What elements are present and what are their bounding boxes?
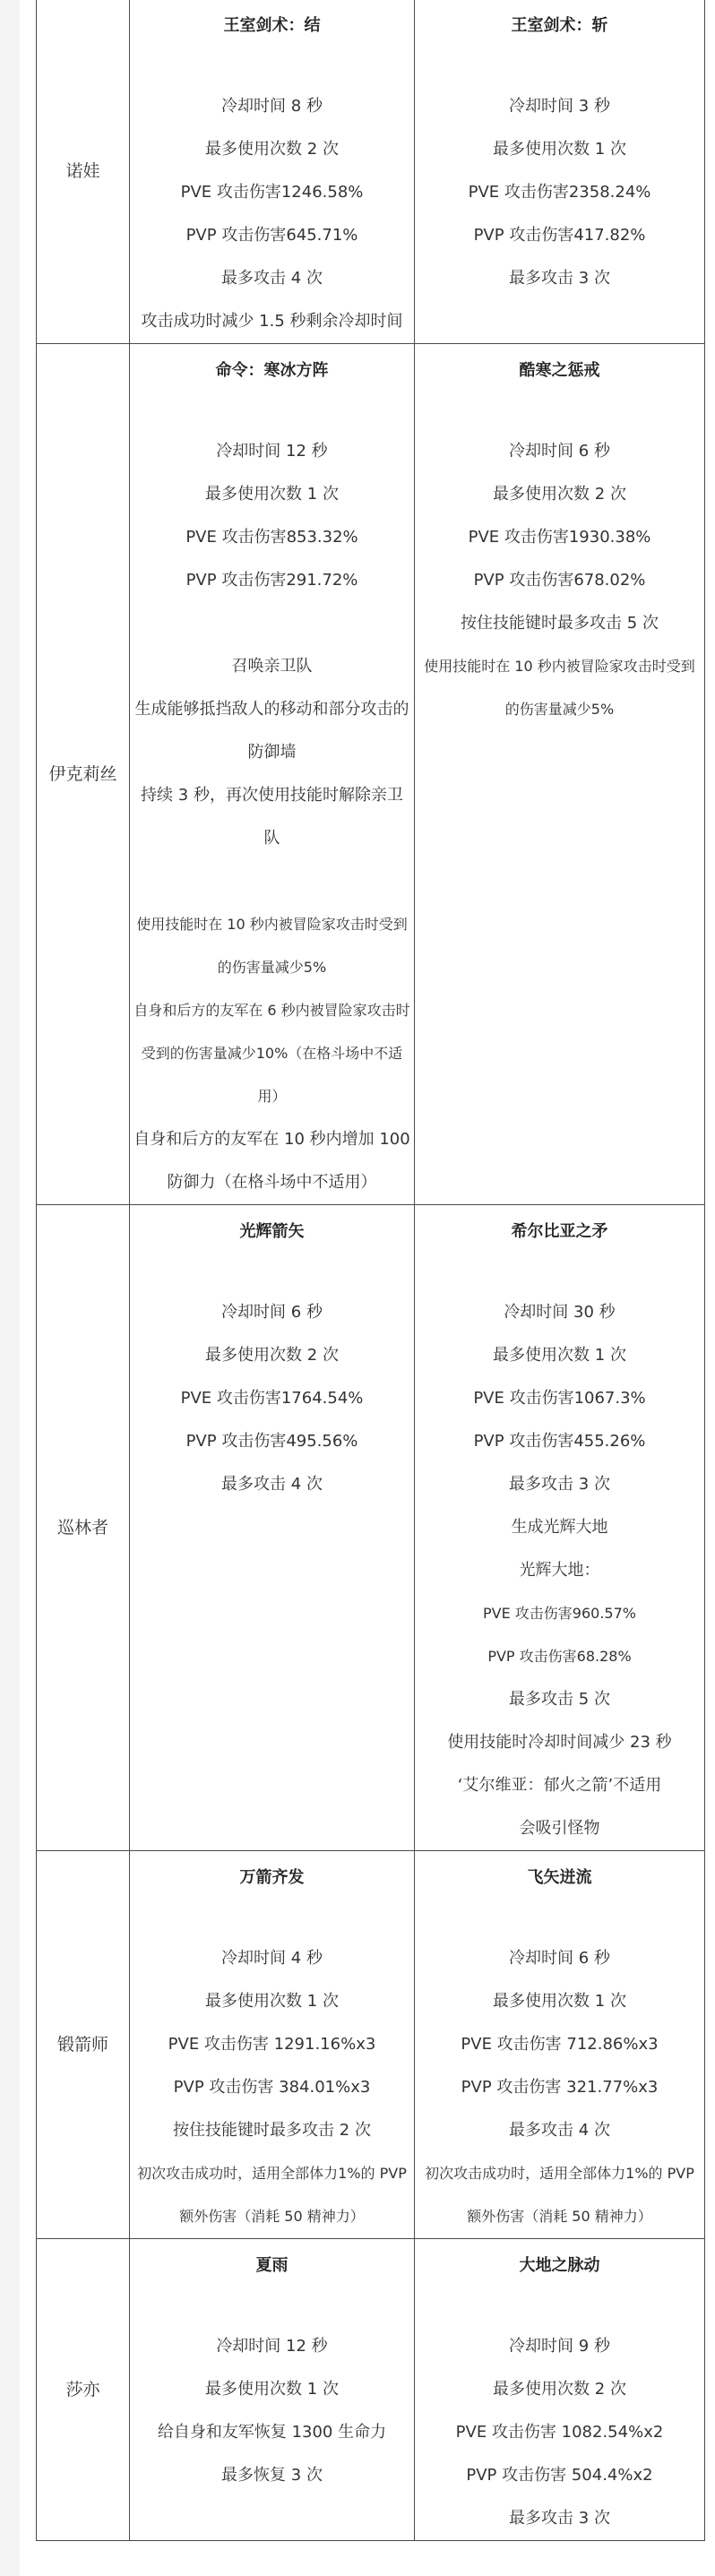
skill-detail-line: PVP 攻击伤害417.82% [473,226,646,245]
skill-cell [130,344,415,1205]
skill-table [36,0,705,2541]
spacer [418,392,701,430]
skill-detail-line: 冷却时间 6 秒 [221,1303,323,1322]
skill-detail-line: 冷却时间 12 秒 [216,2337,328,2356]
skill-detail-line: PVP 攻击伤害291.72% [185,571,358,590]
spacer [418,2287,701,2325]
skill-title: 大地之脉动 [519,2256,600,2275]
blank-line [134,860,410,903]
skill-cell [415,344,705,1205]
skill-detail-line: 自身和后方的友军在 6 秒内被冒险家攻击时受到的伤害量减少10%（在格斗场中不适用） [134,1002,410,1105]
table-row [37,344,705,1205]
table-row [37,1851,705,2239]
skill-detail-line: 最多使用次数 1 次 [493,140,626,159]
table-row [37,1205,705,1851]
skill-detail-line: 按住技能键时最多攻击 5 次 [461,614,659,633]
skill-detail-line: 最多使用次数 2 次 [205,140,339,159]
skill-detail-line: PVP 攻击伤害 504.4%x2 [466,2466,653,2485]
job-name-cell [37,1851,130,2239]
skill-detail-line: 最多使用次数 1 次 [493,1992,626,2011]
skill-detail-line: 会吸引怪物 [519,1819,600,1838]
skill-detail-line: PVE 攻击伤害1246.58% [180,183,364,202]
skill-detail-line: 生成能够抵挡敌人的移动和部分攻击的防御墙 [134,700,409,762]
skill-detail-line: PVP 攻击伤害678.02% [473,571,646,590]
spacer [134,2287,410,2325]
skill-title: 希尔比亚之矛 [511,1222,608,1241]
skill-detail-line: PVE 攻击伤害 712.86%x3 [461,2035,659,2054]
spacer [418,1254,701,1291]
skill-title: 万箭齐发 [239,1868,305,1887]
skill-detail-line: PVE 攻击伤害960.57% [483,1605,636,1622]
page-left-margin [0,0,20,2576]
skill-cell [130,1851,415,2239]
skill-detail-line: PVE 攻击伤害 1082.54%x2 [455,2423,664,2442]
skill-cell [415,1851,705,2239]
skill-detail-line: 召唤亲卫队 [231,657,313,676]
skill-detail-line: PVP 攻击伤害495.56% [185,1432,358,1451]
spacer [134,1254,410,1291]
skill-detail-line: PVP 攻击伤害68.28% [487,1648,632,1665]
skill-detail-line: 最多攻击 4 次 [509,2121,610,2140]
skill-title: 光辉箭矢 [239,1222,305,1241]
table-row [37,2239,705,2541]
skill-detail-line: 使用技能时在 10 秒内被冒险家攻击时受到的伤害量减少5% [424,658,695,718]
skill-title: 飞矢迸流 [527,1868,592,1887]
skill-detail-line: 使用技能时冷却时间减少 23 秒 [447,1733,672,1752]
skill-detail-line: PVP 攻击伤害455.26% [473,1432,646,1451]
skill-detail-line: PVP 攻击伤害 321.77%x3 [461,2078,659,2097]
skill-detail-line: 最多恢复 3 次 [221,2466,323,2485]
skill-detail-line: ‘艾尔维亚：郁火之箭’不适用 [457,1776,662,1795]
skill-detail-line: PVE 攻击伤害2358.24% [468,183,651,202]
skill-detail-line: 持续 3 秒，再次使用技能时解除亲卫队 [141,786,403,848]
skill-detail-line: 冷却时间 12 秒 [216,442,328,461]
job-name: 伊克莉丝 [48,764,117,784]
skill-detail-line: 初次攻击成功时，适用全部体力1%的 PVP 额外伤害（消耗 50 精神力） [137,2165,407,2225]
spacer [134,47,410,85]
skill-title: 命令：寒冰方阵 [215,361,329,380]
skill-detail-line: 最多使用次数 1 次 [205,2380,339,2399]
skill-detail-line: 最多使用次数 2 次 [493,485,626,504]
table-row [37,0,705,344]
skill-title: 王室剑术：斩 [511,16,608,35]
job-name-cell [37,1205,130,1851]
skill-detail-line: 最多攻击 3 次 [509,269,610,288]
spacer [418,47,701,85]
skill-detail-line: 最多使用次数 1 次 [205,1992,339,2011]
skill-cell [130,0,415,344]
skill-cell [415,1205,705,1851]
skill-detail-line: 按住技能键时最多攻击 2 次 [173,2121,371,2140]
skill-detail-line: PVE 攻击伤害853.32% [185,528,358,547]
skill-detail-line: PVE 攻击伤害 1291.16%x3 [168,2035,376,2054]
skill-detail-line: 最多攻击 4 次 [221,1475,323,1494]
skill-detail-line: 冷却时间 6 秒 [509,1949,610,1968]
job-name: 诺娃 [65,161,100,181]
skill-detail-line: 最多攻击 3 次 [509,2509,610,2528]
skill-detail-line: 最多攻击 4 次 [221,269,323,288]
skill-detail-line: PVP 攻击伤害 384.01%x3 [173,2078,371,2097]
skill-detail-line: 冷却时间 30 秒 [504,1303,616,1322]
skill-detail-line: 光辉大地： [519,1561,600,1580]
skill-detail-line: 最多使用次数 1 次 [493,1346,626,1365]
skill-title: 夏雨 [255,2256,289,2275]
skill-detail-line: PVP 攻击伤害645.71% [185,226,358,245]
skill-title: 酷寒之惩戒 [519,361,600,380]
skill-detail-line: 冷却时间 3 秒 [509,97,610,116]
skill-detail-line: PVE 攻击伤害1930.38% [468,528,651,547]
skill-detail-line: 冷却时间 4 秒 [221,1949,323,1968]
skill-detail-line: 最多使用次数 1 次 [205,485,339,504]
spacer [134,392,410,430]
skill-detail-line: 给自身和友军恢复 1300 生命力 [157,2423,387,2442]
blank-line [134,602,410,645]
job-name: 锻箭师 [56,2035,108,2055]
skill-detail-line: 最多使用次数 2 次 [205,1346,339,1365]
skill-detail-line: 冷却时间 6 秒 [509,442,610,461]
spacer [418,1900,701,1937]
skill-table-container [36,0,704,2541]
job-name-cell [37,344,130,1205]
skill-detail-line: 初次攻击成功时，适用全部体力1%的 PVP 额外伤害（消耗 50 精神力） [425,2165,694,2225]
skill-detail-line: PVE 攻击伤害1067.3% [473,1389,646,1408]
job-name: 巡林者 [56,1518,108,1538]
skill-cell [130,1205,415,1851]
skill-detail-line: 攻击成功时减少 1.5 秒剩余冷却时间 [141,312,403,331]
skill-detail-line: 最多攻击 3 次 [509,1475,610,1494]
skill-cell [415,2239,705,2541]
skill-detail-line: 最多使用次数 2 次 [493,2380,626,2399]
job-name-cell [37,0,130,344]
skill-detail-line: 最多攻击 5 次 [509,1690,610,1709]
skill-detail-line: 使用技能时在 10 秒内被冒险家攻击时受到的伤害量减少5% [136,916,408,976]
skill-detail-line: 冷却时间 9 秒 [509,2337,610,2356]
skill-title: 王室剑术：结 [223,16,321,35]
skill-cell [130,2239,415,2541]
skill-detail-line: 冷却时间 8 秒 [221,97,323,116]
job-name: 莎亦 [65,2380,100,2399]
skill-detail-line: PVE 攻击伤害1764.54% [180,1389,364,1408]
spacer [134,1900,410,1937]
skill-cell [415,0,705,344]
skill-detail-line: 自身和后方的友军在 10 秒内增加 100 防御力（在格斗场中不适用） [134,1130,410,1192]
skill-detail-line: 生成光辉大地 [511,1518,608,1537]
job-name-cell [37,2239,130,2541]
